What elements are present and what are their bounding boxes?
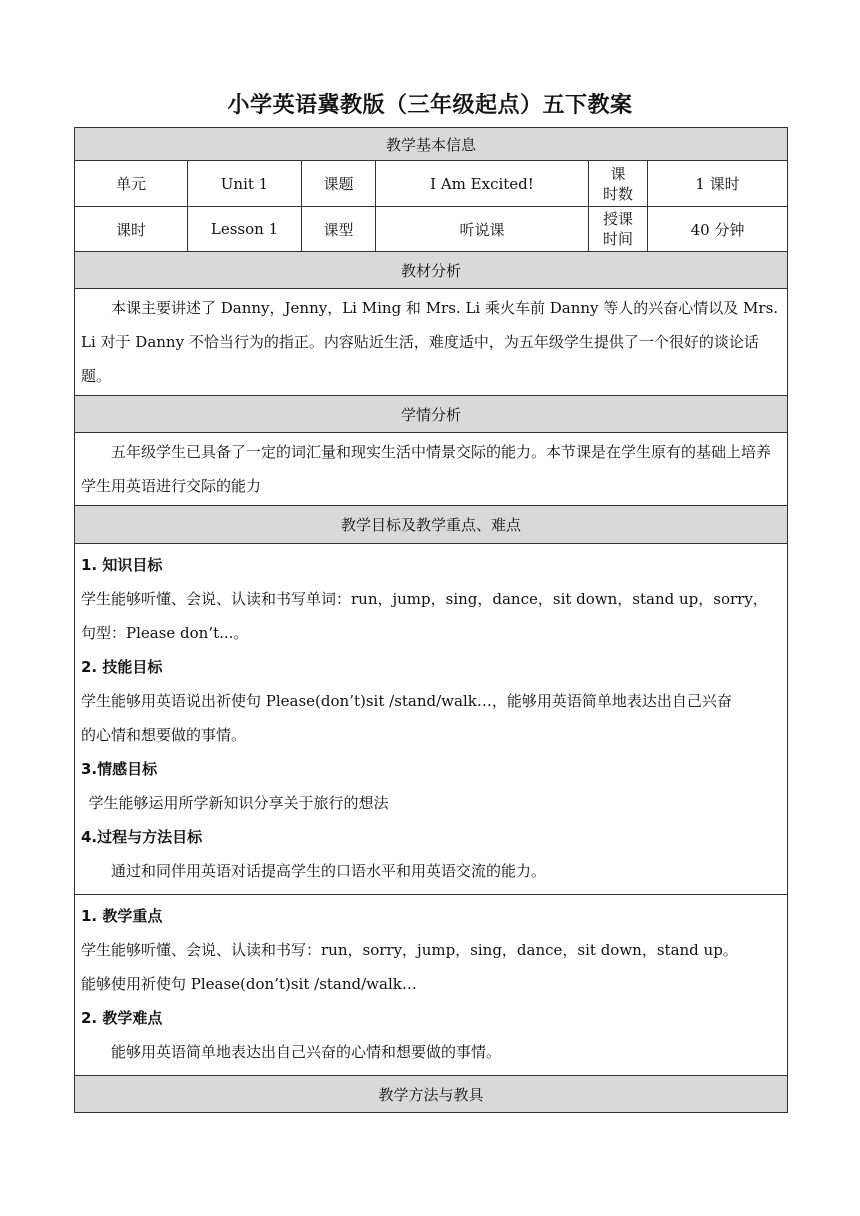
type-value: 听说课 bbox=[376, 207, 589, 252]
goal-3-title: 3.情感目标 bbox=[81, 760, 158, 778]
topic-label: 课题 bbox=[302, 161, 376, 207]
hours-label bbox=[589, 161, 648, 207]
time-label-line-1: 授课 bbox=[602, 210, 633, 228]
teaching-goals-block bbox=[75, 544, 788, 895]
difficult-point-title: 2. 教学难点 bbox=[81, 1009, 163, 1027]
lesson-plan-table bbox=[74, 127, 788, 1113]
key-point-line-1: 学生能够听懂、会说、认读和书写：run，sorry，jump，sing，dance，sit down，stand up。 bbox=[81, 941, 738, 959]
topic-value: I Am Excited! bbox=[376, 161, 589, 207]
page-title: 小学英语冀教版（三年级起点）五下教案 bbox=[227, 93, 633, 118]
difficult-point-line-1: 能够用英语简单地表达出自己兴奋的心情和想要做的事情。 bbox=[111, 1043, 502, 1061]
time-value: 40 分钟 bbox=[648, 207, 788, 252]
key-point-line-2: 能够使用祈使句 Please(don’t)sit /stand/walk… bbox=[81, 975, 417, 993]
goal-2-line-1: 学生能够用英语说出祈使句 Please(don’t)sit /stand/walk…，能够用英语简单地表达出自己兴奋 bbox=[81, 692, 732, 710]
material-analysis-text: 本课主要讲述了 Danny，Jenny，Li Ming 和 Mrs. Li 乘火车前 Danny 等人的兴奋心情以及 Mrs. Li 对于 Danny 不恰当行为的指正。内容贴近生活，难度适中，为五年级学生提供了一个很好的谈论话题。 bbox=[75, 289, 788, 396]
unit-label: 单元 bbox=[75, 161, 188, 207]
time-label bbox=[589, 207, 648, 252]
material-analysis-header: 教材分析 bbox=[75, 252, 788, 289]
goal-4-title: 4.过程与方法目标 bbox=[81, 828, 203, 846]
hours-label-line-1: 课 bbox=[610, 164, 626, 183]
goal-3-line-1: 学生能够运用所学新知识分享关于旅行的想法 bbox=[88, 794, 389, 812]
goals-header: 教学目标及教学重点、难点 bbox=[75, 506, 788, 544]
goal-1-line-2: 句型：Please don’t...。 bbox=[81, 624, 249, 642]
goal-2-line-2: 的心情和想要做的事情。 bbox=[81, 726, 247, 744]
type-label: 课型 bbox=[302, 207, 376, 252]
lesson-label: 课时 bbox=[75, 207, 188, 252]
goal-4-line-1: 通过和同伴用英语对话提高学生的口语水平和用英语交流的能力。 bbox=[111, 862, 547, 880]
goal-1-title: 1. 知识目标 bbox=[81, 556, 163, 574]
goal-2-title: 2. 技能目标 bbox=[81, 658, 163, 676]
key-points-block bbox=[75, 895, 788, 1076]
lesson-value: Lesson 1 bbox=[188, 207, 302, 252]
goal-1-line-1: 学生能够听懂、会说、认读和书写单词：run，jump，sing，dance，sit down，stand up，sorry， bbox=[81, 590, 768, 608]
methods-header: 教学方法与教具 bbox=[75, 1076, 788, 1113]
basic-info-header: 教学基本信息 bbox=[75, 128, 788, 161]
hours-value: 1 课时 bbox=[648, 161, 788, 207]
key-point-title: 1. 教学重点 bbox=[81, 907, 163, 925]
student-analysis-text: 五年级学生已具备了一定的词汇量和现实生活中情景交际的能力。本节课是在学生原有的基础上培养学生用英语进行交际的能力 bbox=[75, 433, 788, 506]
hours-label-line-2: 时数 bbox=[602, 184, 633, 203]
unit-value: Unit 1 bbox=[188, 161, 302, 207]
student-analysis-header: 学情分析 bbox=[75, 396, 788, 433]
time-label-line-2: 时间 bbox=[602, 230, 633, 248]
